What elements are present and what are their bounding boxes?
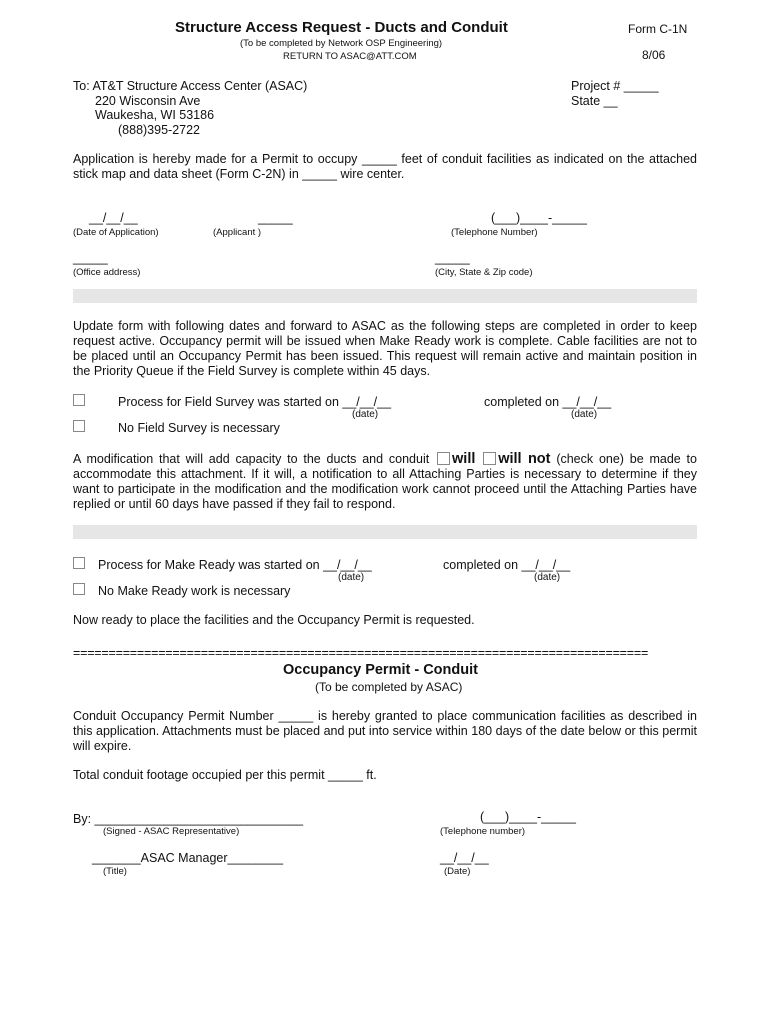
telephone-label: (Telephone Number) bbox=[451, 227, 538, 238]
return-to: RETURN TO ASAC@ATT.COM bbox=[283, 51, 417, 62]
section-divider-bar bbox=[73, 289, 697, 303]
telephone-field[interactable]: (___)____-_____ bbox=[491, 211, 587, 225]
modification-text-part2: (check one) be made to accommodate this attachment. If it will, a notification to all Attaching Parties is necessary to determine if they want to participate in the modification and the modification work cannot proceed until the Attaching Parties have replied or until 60 days have passed if they fail to respond. bbox=[73, 452, 697, 511]
permit-date-field[interactable]: __/__/__ bbox=[440, 851, 489, 865]
modification-paragraph bbox=[73, 452, 697, 512]
asac-telephone-label: (Telephone number) bbox=[440, 826, 526, 837]
update-instructions: Update form with following dates and forward to ASAC as the following steps are completed in order to keep request active. Occupancy permit will be issued when Make Ready work is complete. Cable facilities are not to be placed until an Occupancy Permit has been issued. This request will remain active and maintain position in the Priority Queue if the Field Survey is complete within 45 days. bbox=[73, 319, 697, 378]
state-field: State __ bbox=[571, 94, 618, 108]
make-ready-completed-text: completed on __/__/__ bbox=[443, 558, 571, 572]
no-make-ready-text: No Make Ready work is necessary bbox=[98, 584, 291, 598]
application-text: Application is hereby made for a Permit to occupy _____ feet of conduit facilities as indicated on the attached stick map and data sheet (Form C-2N) in _____ wire center. bbox=[73, 152, 697, 181]
form-revision: 8/06 bbox=[642, 48, 666, 62]
will-not-checkbox[interactable] bbox=[483, 452, 496, 465]
city-state-zip-field[interactable]: _____ bbox=[435, 251, 470, 265]
field-survey-started-text: Process for Field Survey was started on __/__/__ bbox=[118, 395, 392, 409]
title-label: (Title) bbox=[103, 866, 127, 877]
title-field[interactable]: _______ASAC Manager________ bbox=[92, 851, 284, 865]
address-phone: (888)395-2722 bbox=[118, 123, 201, 137]
signature-label: (Signed - ASAC Representative) bbox=[103, 826, 240, 837]
applicant-field[interactable]: _____ bbox=[258, 211, 293, 225]
field-survey-started-date-label: (date) bbox=[352, 409, 379, 420]
separator-line: ================================================================================= bbox=[73, 646, 649, 660]
make-ready-started-checkbox[interactable] bbox=[73, 557, 85, 569]
application-date-field[interactable]: __/__/__ bbox=[89, 211, 138, 225]
no-field-survey-checkbox[interactable] bbox=[73, 420, 85, 432]
form-subtitle: (To be completed by Network OSP Engineering) bbox=[240, 38, 443, 49]
address-street: 220 Wisconsin Ave bbox=[95, 94, 201, 108]
will-label: will bbox=[452, 451, 476, 467]
will-checkbox[interactable] bbox=[437, 452, 450, 465]
modification-text-part1: A modification that will add capacity to the ducts and conduit bbox=[73, 452, 430, 466]
city-state-zip-label: (City, State & Zip code) bbox=[435, 267, 533, 278]
asac-telephone-field[interactable]: (___)____-_____ bbox=[480, 810, 576, 824]
applicant-label: (Applicant ) bbox=[213, 227, 262, 238]
occupancy-text: Conduit Occupancy Permit Number _____ is hereby granted to place communication facilities as described in this application. Attachments must be placed and put into service within 180 days of the date below or this permit will expire. bbox=[73, 709, 697, 753]
section-divider-bar-2 bbox=[73, 525, 697, 539]
total-footage-text: Total conduit footage occupied per this permit _____ ft. bbox=[73, 768, 377, 782]
form-id: Form C-1N bbox=[628, 22, 688, 36]
field-survey-completed-text: completed on __/__/__ bbox=[484, 395, 612, 409]
make-ready-completed-date-label: (date) bbox=[534, 572, 561, 583]
ready-to-place-text: Now ready to place the facilities and the Occupancy Permit is requested. bbox=[73, 613, 475, 627]
occupancy-subtitle: (To be completed by ASAC) bbox=[315, 680, 463, 694]
make-ready-started-text: Process for Make Ready was started on __/__/__ bbox=[98, 558, 372, 572]
will-not-label: will not bbox=[498, 451, 551, 467]
signature-field[interactable]: By: ______________________________ bbox=[73, 812, 304, 826]
no-make-ready-checkbox[interactable] bbox=[73, 583, 85, 595]
field-survey-completed-date-label: (date) bbox=[571, 409, 598, 420]
form-title: Structure Access Request - Ducts and Conduit bbox=[175, 19, 508, 36]
address-to: To: AT&T Structure Access Center (ASAC) bbox=[73, 79, 308, 93]
project-number: Project # _____ bbox=[571, 79, 659, 93]
application-date-label: (Date of Application) bbox=[73, 227, 159, 238]
office-address-label: (Office address) bbox=[73, 267, 141, 278]
occupancy-title: Occupancy Permit - Conduit bbox=[283, 662, 478, 678]
office-address-field[interactable]: _____ bbox=[73, 251, 108, 265]
no-field-survey-text: No Field Survey is necessary bbox=[118, 421, 280, 435]
make-ready-started-date-label: (date) bbox=[338, 572, 365, 583]
permit-date-label: (Date) bbox=[444, 866, 471, 877]
field-survey-started-checkbox[interactable] bbox=[73, 394, 85, 406]
address-city: Waukesha, WI 53186 bbox=[95, 108, 215, 122]
